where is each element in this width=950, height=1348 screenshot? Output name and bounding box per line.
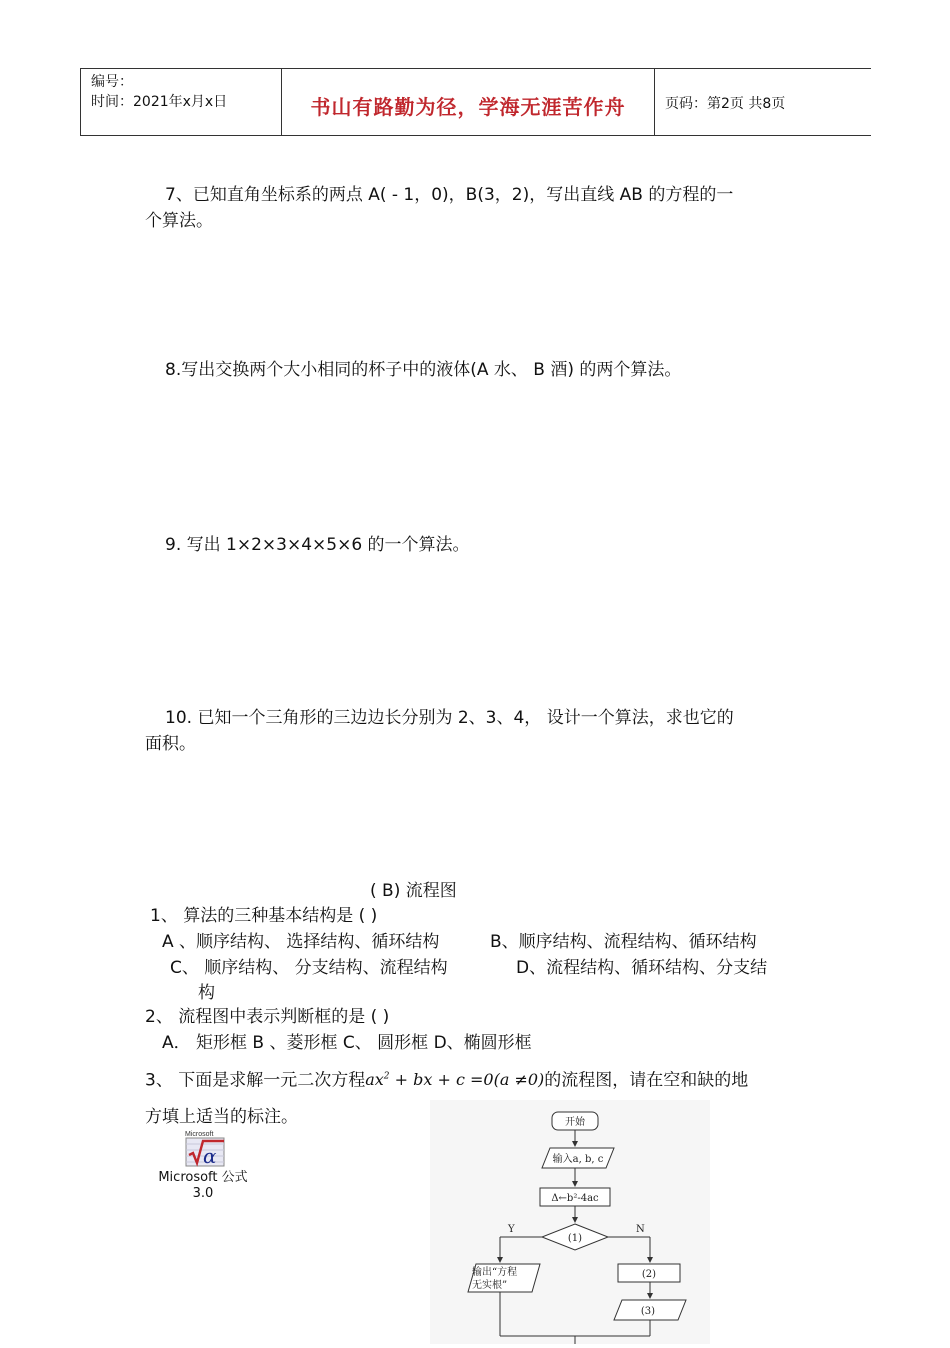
flowchart xyxy=(430,1100,710,1344)
question-8: 8.写出交换两个大小相同的杯子中的液体(A 水、 B 酒) 的两个算法。 xyxy=(165,360,682,380)
flowchart-decision-label: (1) xyxy=(567,1233,583,1244)
motto: 书山有路勤为径，学海无涯苦作舟 xyxy=(310,95,626,119)
q7-line2: 个算法。 xyxy=(145,211,213,231)
q10-line1: 10. 已知一个三角形的三边边长分别为 2、3、4， 设计一个算法，求也它的 xyxy=(165,708,734,728)
time-label: 时间：2021年x月x日 xyxy=(91,94,228,110)
equation-caption-line2: 3.0 xyxy=(192,1186,214,1201)
header-info-cell xyxy=(81,69,282,135)
number-label: 编号： xyxy=(91,74,133,90)
q7-line1: 7、已知直角坐标系的两点 A( - 1，0)，B(3，2)，写出直线 AB 的方程的一 xyxy=(165,185,734,205)
eq-sup: 2 xyxy=(383,1072,390,1082)
q10-line2: 面积。 xyxy=(145,734,196,754)
b-q3-suffix: 的流程图，请在空和缺的地 xyxy=(544,1070,749,1091)
b-q1-stem: 1、 算法的三种基本结构是 ( ) xyxy=(150,906,378,926)
header-page-cell xyxy=(655,69,871,135)
equation-logo-text: Microsoft xyxy=(185,1131,214,1138)
equation-editor-icon xyxy=(184,1128,226,1168)
eq-rest: + bx + c =0(a ≠0) xyxy=(389,1070,545,1090)
flowchart-output-line1: 输出“方程 xyxy=(472,1267,518,1278)
eq-main: ax xyxy=(365,1070,384,1090)
b-q2-options: A． 矩形框 B 、菱形框 C、 圆形框 D、椭圆形框 xyxy=(162,1033,532,1053)
quadratic-equation xyxy=(365,1070,544,1089)
flowchart-output-line2: 无实根” xyxy=(472,1280,508,1291)
question-10 xyxy=(145,705,810,757)
b-q3-line1 xyxy=(145,1064,748,1093)
flowchart-box-3-label: (3) xyxy=(640,1306,656,1317)
section-b-title: ( B) 流程图 xyxy=(370,881,457,901)
question-7 xyxy=(145,182,810,234)
equation-caption-line1: Microsoft 公式 xyxy=(158,1170,248,1185)
b-q3-line2: 方填上适当的标注。 xyxy=(145,1107,298,1127)
b-q1-option-d-wrap: 构 xyxy=(198,983,215,1003)
flowchart-image xyxy=(430,1100,710,1344)
flowchart-delta-label: Δ←b²-4ac xyxy=(551,1193,599,1204)
b-q1-option-b: B、顺序结构、流程结构、循环结构 xyxy=(490,932,757,952)
header-table xyxy=(80,68,871,136)
b-q1-option-d: D、流程结构、循环结构、分支结 xyxy=(516,958,768,978)
flowchart-box-2-label: (2) xyxy=(641,1269,657,1280)
equation-object-caption xyxy=(148,1170,258,1202)
b-q1-option-a: A 、顺序结构、 选择结构、循环结构 xyxy=(162,932,440,952)
flowchart-input-label: 输入a, b, c xyxy=(552,1154,604,1165)
b-q3-prefix: 3、 下面是求解一元二次方程 xyxy=(145,1070,366,1091)
b-q2-stem: 2、 流程图中表示判断框的是 ( ) xyxy=(145,1007,390,1027)
b-q1-option-c: C、 顺序结构、 分支结构、流程结构 xyxy=(170,958,448,978)
page-info: 页码：第2页 共8页 xyxy=(665,96,786,112)
flowchart-no-label: N xyxy=(636,1224,645,1235)
header-motto-cell xyxy=(282,69,655,135)
flowchart-start-label: 开始 xyxy=(565,1117,585,1128)
alpha-glyph: α xyxy=(203,1144,217,1168)
question-9: 9. 写出 1×2×3×4×5×6 的一个算法。 xyxy=(165,535,470,555)
flowchart-yes-label: Y xyxy=(508,1224,515,1235)
